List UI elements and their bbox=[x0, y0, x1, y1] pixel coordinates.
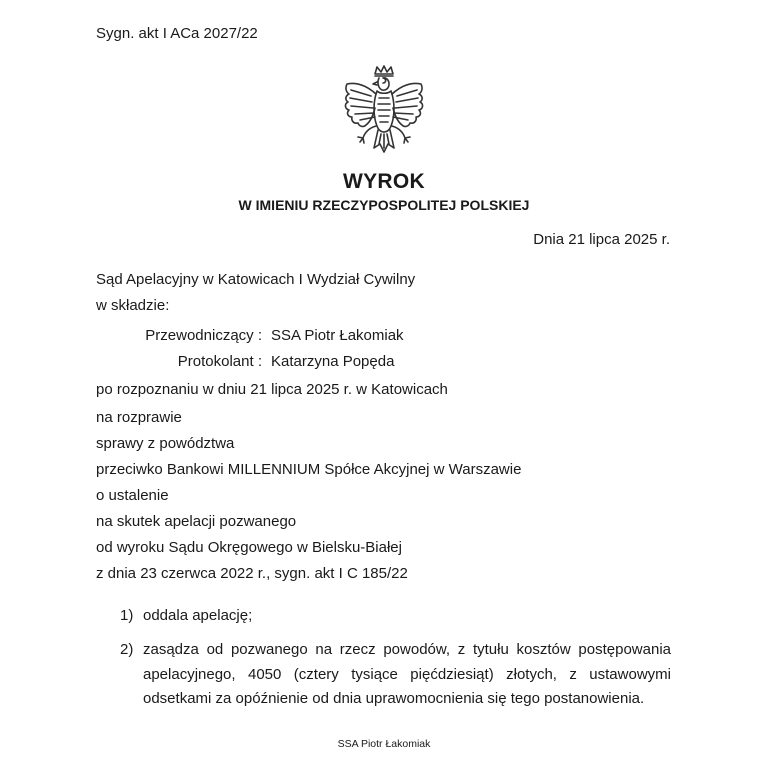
ruling-text: apelacyjnego, 4050 (cztery tysiące pięćdziesiąt) złotych, z ustawowymi bbox=[143, 666, 671, 683]
proceedings-line: przeciwko Bankowi MILLENNIUM Spółce Akcyjnej w Warszawie bbox=[96, 461, 522, 478]
judgment-date: Dnia 21 lipca 2025 r. bbox=[533, 231, 670, 248]
proceedings-line: od wyroku Sądu Okręgowego w Bielsku-Białej bbox=[96, 539, 402, 556]
case-number: Sygn. akt I ACa 2027/22 bbox=[96, 25, 258, 42]
composition-label-presiding: Przewodniczący : bbox=[145, 327, 262, 344]
composition-value-presiding: SSA Piotr Łakomiak bbox=[271, 327, 404, 344]
proceedings-line: na skutek apelacji pozwanego bbox=[96, 513, 297, 530]
document-subtitle: W IMIENIU RZECZYPOSPOLITEJ POLSKIEJ bbox=[238, 197, 530, 213]
composition-label-clerk: Protokolant : bbox=[177, 353, 262, 370]
polish-eagle-icon bbox=[337, 64, 431, 164]
composition-value-clerk: Katarzyna Popęda bbox=[271, 353, 395, 370]
ruling-number: 1) bbox=[120, 607, 134, 624]
ruling-number: 2) bbox=[120, 641, 134, 658]
ruling-text: odsetkami za opóźnienie od dnia uprawomocnienia się tego postanowienia. bbox=[143, 690, 645, 707]
proceedings-line: sprawy z powództwa bbox=[96, 435, 235, 452]
signature: SSA Piotr Łakomiak bbox=[337, 738, 431, 750]
court-name: Sąd Apelacyjny w Katowicach I Wydział Cywilny bbox=[96, 271, 416, 288]
proceedings-line: po rozpoznaniu w dniu 21 lipca 2025 r. w Katowicach bbox=[96, 381, 448, 398]
ruling-text: oddala apelację; bbox=[143, 607, 253, 624]
proceedings-line: o ustalenie bbox=[96, 487, 169, 504]
proceedings-line: na rozprawie bbox=[96, 409, 182, 426]
composition-intro: w składzie: bbox=[96, 297, 170, 314]
document-title: WYROK bbox=[343, 170, 425, 193]
proceedings-line: z dnia 23 czerwca 2022 r., sygn. akt I C 185/22 bbox=[96, 565, 408, 582]
ruling-text: zasądza od pozwanego na rzecz powodów, z tytułu kosztów postępowania bbox=[143, 641, 671, 658]
